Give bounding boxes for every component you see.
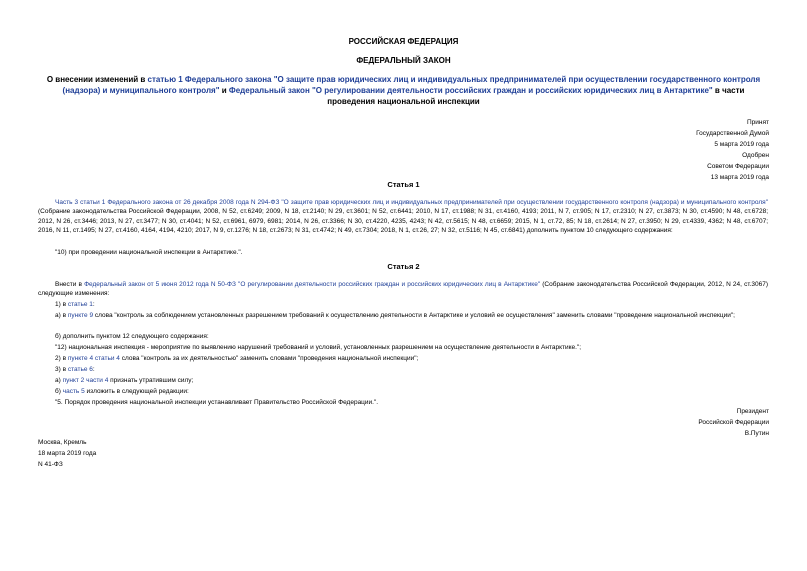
signing-details xyxy=(38,437,96,470)
intro-prefix: Внести в xyxy=(55,281,85,288)
item-2 xyxy=(38,354,785,363)
item-3b xyxy=(38,387,785,396)
item-1a-link[interactable]: пункте 9 xyxy=(67,312,94,319)
article-1-quote: "10) при проведении национальной инспекции в Антарктике.". xyxy=(55,249,243,256)
item-text: признать утратившим силу; xyxy=(108,377,194,384)
title-middle: и xyxy=(219,86,229,95)
item-text: б) xyxy=(55,388,63,395)
item-text: 2) в xyxy=(55,355,68,362)
item-text: изложить в следующей редакции: xyxy=(84,388,189,395)
article-2-heading: Статья 2 xyxy=(387,262,420,271)
item-1b-quote: "12) национальная инспекция - мероприятие по выявлению нарушений требований и условий, установленных разрешением на осуществление деятельности в Антарктике."; xyxy=(55,344,582,351)
federation-heading: РОССИЙСКАЯ ФЕДЕРАЦИЯ xyxy=(348,37,459,46)
item-text: слова "контроль за их деятельностью" заменить словами "проведения национальной инспекции"; xyxy=(119,355,419,362)
item-text: : xyxy=(92,301,95,308)
signing-place: Москва, Кремль xyxy=(38,439,87,446)
adoption-line: 13 марта 2019 года xyxy=(710,174,769,181)
article-2-intro-link[interactable]: Федеральный закон от 5 июня 2012 года N 50-ФЗ "О регулировании деятельности российских граждан и российских юридических лиц в Антарктике" xyxy=(84,281,541,288)
item-1a xyxy=(38,311,768,320)
title-suffix: в части проведения национальной инспекции xyxy=(327,86,745,106)
item-text: слова "контроль за соблюдением установленных разрешением требований к осуществлению деятельности в Антарктике и условий ее осуществления" заменить словами "проведение национальной инспекции"; xyxy=(93,312,735,319)
law-number: N 41-ФЗ xyxy=(38,461,63,468)
adoption-line: Государственной Думой xyxy=(696,130,769,137)
item-text: 3) в xyxy=(55,366,68,373)
item-1-link[interactable]: статье 1 xyxy=(67,301,93,308)
title-link-antarctic-law[interactable]: Федеральный закон "О регулировании деятельности российских граждан и российских юридических лиц в Антарктике" xyxy=(228,86,713,95)
item-text: а) xyxy=(55,377,63,384)
item-text: а) в xyxy=(55,312,68,319)
item-1b: б) дополнить пунктом 12 следующего содержания: xyxy=(55,333,209,340)
article-1-body: (Собрание законодательства Российской Федерации, 2008, N 52, ст.6249; 2009, N 18, ст.2140; N 29, ст.3601; N 52, ст.6441; 2010, N 17, ст.1988; N 31, ст.4160, 4193; 2011, N 7, ст.905; N 17, ст.2310; N 27, ст.3873; N 30, ст.4590; N 48, ст.6728; 2012, N 26, ст.3446; 2013, N 27, ст.3477; N 30, ст.4041; N 52, ст.6961, 6979, 6981; 2014, N 26, ст.3366; N 30, ст.4220, 4235, 4243; N 42, ст.5615; N 48, ст.6659; 2015, N 1, ст.72, 85; N 18, ст.2614; N 27, ст.3950; N 29, ст.4339, 4362; N 48, ст.6707; 2016, N 11, ст.1495; N 27, ст.4160, 4164, 4194, 4210; 2017, N 9, ст.1276; N 18, ст.2673; N 31, ст.4742; N 49, ст.7304; 2018, N 1, ст.26, 27; N 32, ст.5116; N 45, ст.6841) дополнить пунктом 10 следующего содержания: xyxy=(38,208,768,235)
law-type-heading: ФЕДЕРАЛЬНЫЙ ЗАКОН xyxy=(356,56,451,65)
adoption-line: Одобрен xyxy=(742,152,769,159)
adoption-block xyxy=(696,117,769,183)
article-2-intro xyxy=(38,280,768,299)
item-text: 1) в xyxy=(55,301,68,308)
item-3-link[interactable]: статье 6 xyxy=(67,366,93,373)
signature-name: В.Путин xyxy=(744,430,769,437)
item-3 xyxy=(38,365,785,374)
signature-role: Российской Федерации xyxy=(698,419,769,426)
adoption-line: 5 марта 2019 года xyxy=(714,141,769,148)
item-3a-link[interactable]: пункт 2 части 4 xyxy=(62,377,109,384)
item-2-link[interactable]: пункте 4 статьи 4 xyxy=(67,355,120,362)
article-1-link[interactable]: Часть 3 статьи 1 Федерального закона от 26 декабря 2008 года N 294-ФЗ "О защите прав юридических лиц и индивидуальных предпринимателей при осуществлении государственного контроля (надзора) и муниципального контроля" xyxy=(55,199,768,206)
item-text: : xyxy=(92,366,95,373)
item-3b-quote: "5. Порядок проведения национальной инспекции устанавливает Правительство Российской Федерации.". xyxy=(55,399,379,406)
item-3b-link[interactable]: часть 5 xyxy=(62,388,85,395)
signature-role: Президент xyxy=(736,408,769,415)
adoption-line: Принят xyxy=(746,119,769,126)
law-title xyxy=(46,74,761,107)
article-1-heading: Статья 1 xyxy=(387,180,420,189)
signing-date: 18 марта 2019 года xyxy=(38,450,97,457)
title-link-article-1[interactable]: статью 1 Федерального закона "О защите прав юридических лиц и индивидуальных предпринимателей при осуществлении государственного контроля (надзора) и муниципального контроля" xyxy=(62,75,761,95)
article-1-text xyxy=(38,198,768,236)
title-prefix: О внесении изменений в xyxy=(46,75,148,84)
item-1 xyxy=(38,300,785,309)
adoption-line: Советом Федерации xyxy=(707,163,769,170)
item-3a xyxy=(38,376,785,385)
intro-suffix: (Собрание законодательства Российской Федерации, 2012, N 24, ст.3067) следующие изменения: xyxy=(38,281,769,298)
signature-block xyxy=(698,406,769,439)
